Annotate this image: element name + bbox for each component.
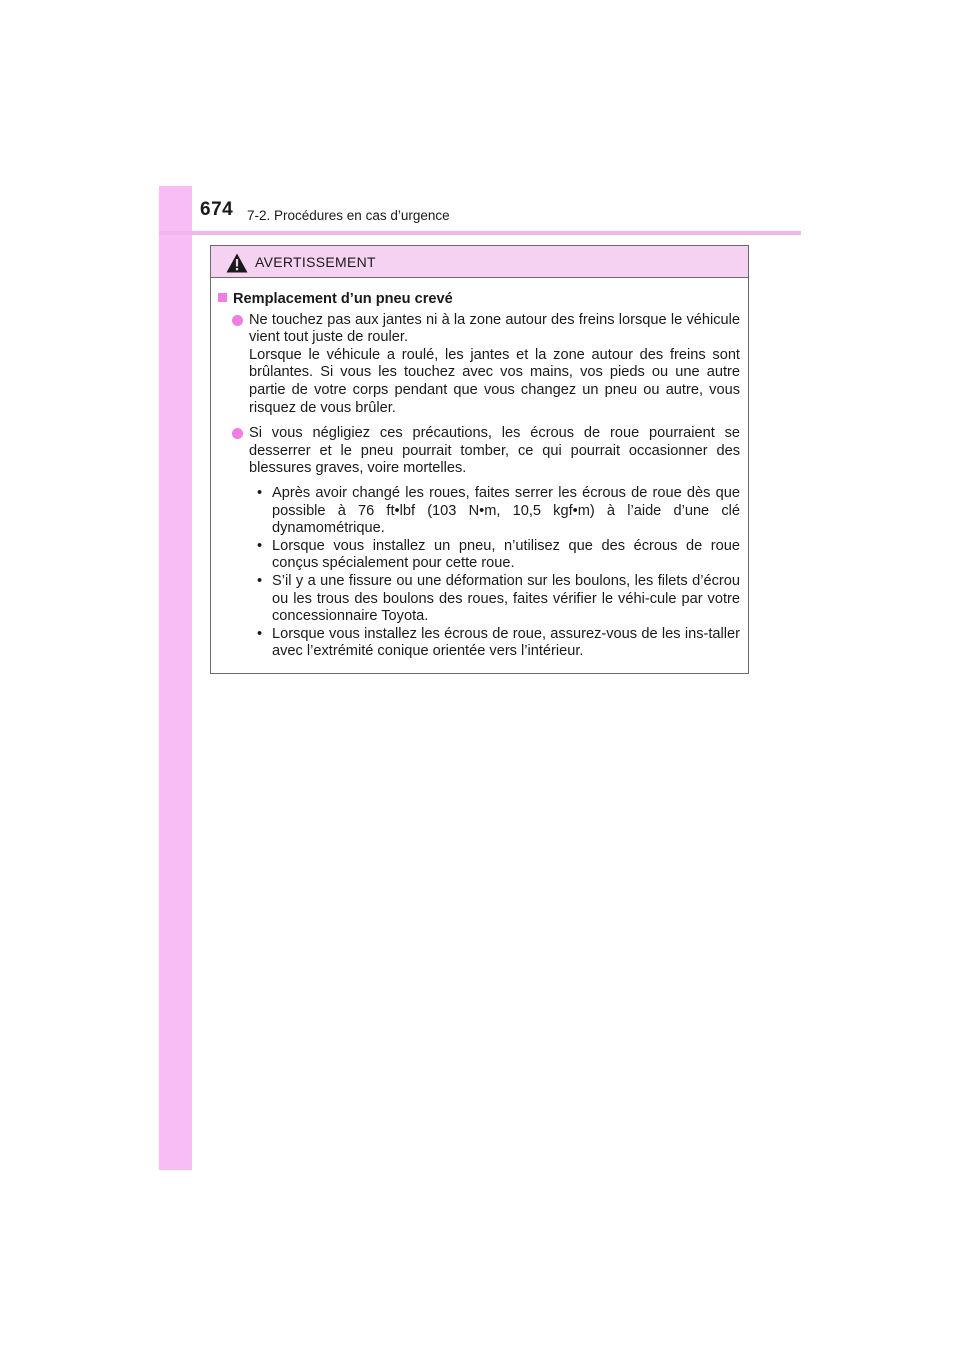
warning-title: AVERTISSEMENT — [255, 254, 376, 270]
item-paragraph: Lorsque le véhicule a roulé, les jantes et la zone autour des freins sont brûlantes. Si vous les touchez avec vos mains, vos pieds ou une autre partie de votre corps pendant que vous changez un pneu ou autre, vous risquez de vous brûler. — [249, 346, 740, 416]
sub-bullet-icon: • — [257, 484, 263, 501]
header-rule — [159, 231, 801, 235]
item-paragraph: Ne touchez pas aux jantes ni à la zone autour des freins lorsque le véhicule vient tout juste de rouler. — [249, 311, 740, 346]
square-bullet-icon — [218, 293, 227, 302]
warning-header — [211, 246, 748, 278]
sub-bullet-icon: • — [257, 537, 263, 554]
warning-body — [211, 278, 748, 661]
warning-heading — [217, 291, 740, 309]
warning-heading-text: Remplacement d’un pneu crevé — [233, 291, 453, 307]
side-color-band — [159, 186, 192, 1170]
section-title: 7-2. Procédures en cas d’urgence — [247, 208, 450, 223]
sub-bullet-icon: • — [257, 572, 263, 589]
page-number: 674 — [200, 199, 234, 220]
circle-bullet-icon — [232, 428, 243, 439]
warning-box — [210, 245, 749, 674]
sub-list-item: • Lorsque vous installez un pneu, n’utilisez que des écrous de roue conçus spécialement pour cette roue. — [257, 537, 740, 572]
sub-list-item: • Après avoir changé les roues, faites serrer les écrous de roue dès que possible à 76 ft•lbf (103 N•m, 10,5 kgf•m) à l’aide d’une clé dynamométrique. — [257, 484, 740, 537]
sub-list — [257, 485, 740, 661]
warning-item — [232, 425, 740, 478]
warning-triangle-icon — [226, 253, 248, 273]
circle-bullet-icon — [232, 315, 243, 326]
sub-bullet-icon: • — [257, 625, 263, 642]
item-paragraph: Si vous négligiez ces précautions, les écrous de roue pourraient se desserrer et le pneu pourrait tomber, ce qui pourrait occasionner des blessures graves, voire mortelles. — [249, 425, 740, 477]
sub-list-item: • S’il y a une fissure ou une déformation sur les boulons, les filets d’écrou ou les trous des boulons des roues, faites vérifier le véhi-cule par votre concessionnaire Toyota. — [257, 572, 740, 625]
sub-list-item: • Lorsque vous installez les écrous de roue, assurez-vous de les ins-taller avec l’extrémité conique orientée vers l’intérieur. — [257, 625, 740, 660]
warning-item — [232, 312, 740, 418]
